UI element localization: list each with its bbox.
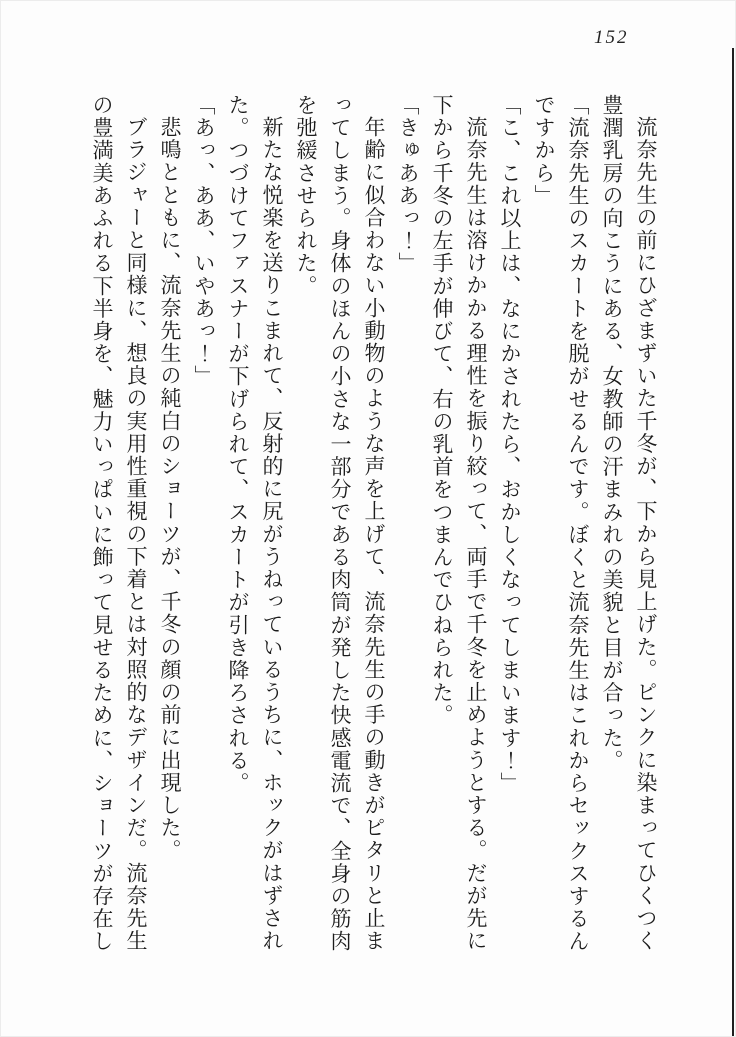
text-line: 「あっ、ああ、いやあっ！」 <box>192 94 216 388</box>
text-line: ってしまう。身体のほんの小さな一部分である肉筒が発した快感電流で、全身の筋肉 <box>328 94 352 953</box>
vertical-text-block <box>83 94 663 979</box>
text-line: 流奈先生の前にひざまずいた千冬が、下から見上げた。ピンクに染まってひくつく <box>634 116 658 953</box>
text-line: た。つづけてファスナーが下げられて、スカートが引き降ろされる。 <box>226 94 250 795</box>
text-line: 豊潤乳房の向こうにある、女教師の汗まみれの美貌と目が合った。 <box>600 94 624 772</box>
page-number: 152 <box>594 27 629 48</box>
text-line: 「きゅああっ！」 <box>396 94 420 275</box>
text-line: 「こ、これ以上は、なにかされたら、おかしくなってしまいます！」 <box>498 94 522 795</box>
text-line: 年齢に似合わない小動物のような声を上げて、流奈先生の手の動きがピタリと止ま <box>362 116 386 953</box>
text-line: の豊満美あふれる下半身を、魅力いっぱいに飾って見せるために、ショーツが存在し <box>90 94 114 953</box>
text-line: ブラジャーと同様に、想良の実用性重視の下着とは対照的なデザインだ。流奈先生 <box>124 116 148 953</box>
text-line: 下から千冬の左手が伸びて、右の乳首をつまんでひねられた。 <box>430 94 454 727</box>
text-line: 新たな悦楽を送りこまれて、反射的に尻がうねっているうちに、ホックがはずされ <box>260 116 284 953</box>
text-line: を弛緩させられた。 <box>294 94 318 298</box>
text-line: 流奈先生は溶けかかる理性を振り絞って、両手で千冬を止めようとする。だが先に <box>464 116 488 953</box>
page-edge-line <box>732 48 734 1036</box>
text-line: ですから」 <box>532 94 556 207</box>
text-line: 「流奈先生のスカートを脱がせるんです。ぼくと流奈先生はこれからセックスするん <box>566 94 590 953</box>
text-line: 悲鳴とともに、流奈先生の純白のショーツが、千冬の顔の前に出現した。 <box>158 116 182 862</box>
